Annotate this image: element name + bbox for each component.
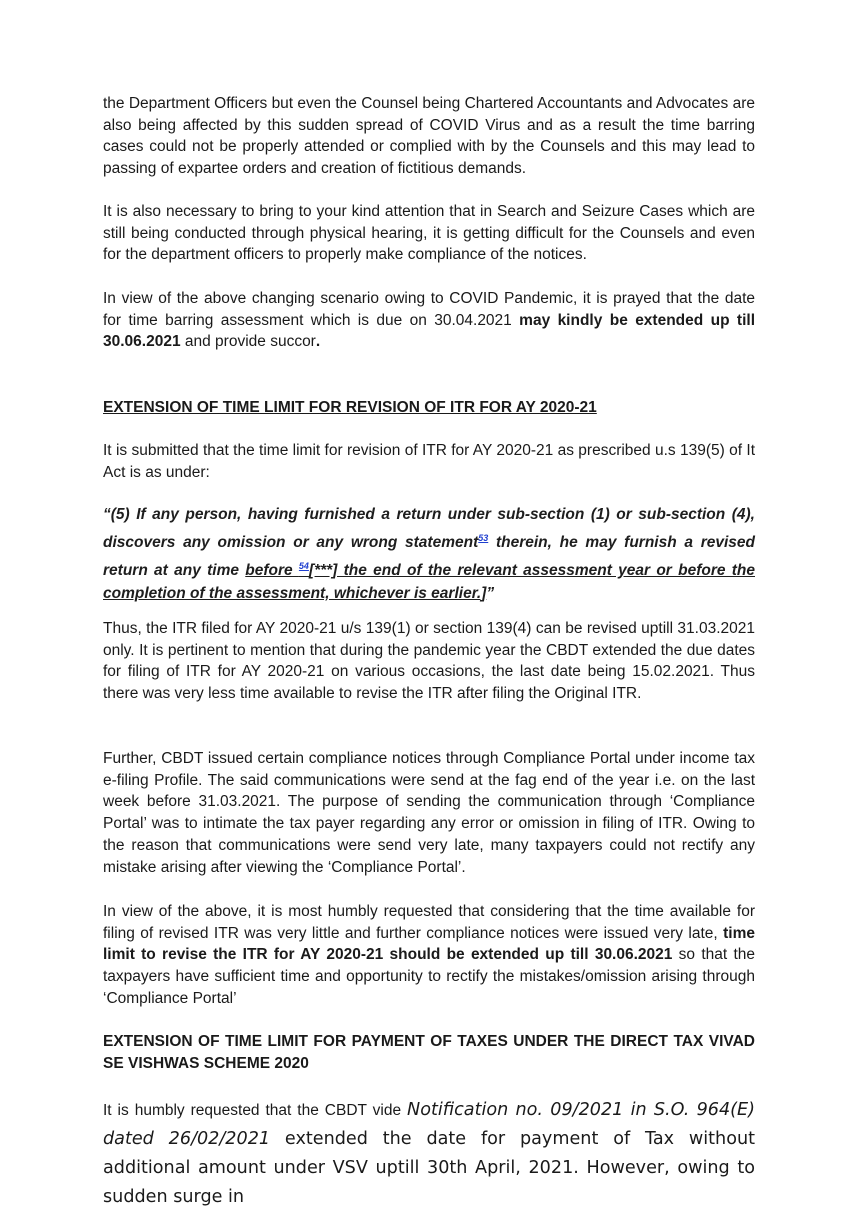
paragraph-compliance-portal: Further, CBDT issued certain compliance notices through Compliance Portal under income tax e-filing Profile. The said communications were send at the fag end of the year i.e. on the last week before 31.03.2021. The purpose of sending the communication through ‘Compliance Portal’ was to intimate the tax payer regarding any error or omission in filing of ITR. Owing to the reason that communications were send very late, many taxpayers could not rectify any mistake arising after viewing the ‘Compliance Portal’. [103, 750, 755, 876]
paragraph-counsel-affected: the Department Officers but even the Counsel being Chartered Accountants and Advocates are also being affected by this sudden spread of COVID Virus and as a result the time barring cases could not be properly attended or complied with by the Counsels and this may lead to passing of expartee orders and creation of fictitious demands. [103, 95, 755, 178]
text-run: In view of the above changing scenario owing to COVID Pandemic, it is prayed that the date for time barring assessment which is due on 30.04.2021 [103, 290, 755, 329]
paragraph-time-limit-revision: It is submitted that the time limit for revision of ITR for AY 2020-21 as prescribed u.s 139(5) of It Act is as under: [103, 442, 755, 481]
paragraph-itr-filed: Thus, the ITR filed for AY 2020-21 u/s 139(1) or section 139(4) can be revised uptill 31.03.2021 only. It is pertinent to mention that during the pandemic year the CBDT extended the due dates for filing of ITR for AY 2020-21 on various occasions, the last date being 15.02.2021. Thus there was very less time available to revise the ITR after filing the Original ITR. [103, 620, 755, 703]
text-run: It is humbly requested that the CBDT vide [103, 1102, 408, 1119]
italic-text-run: Notification no. 09/2021 in S.O. 964(E) dated 26/02/2021 [103, 1100, 755, 1149]
quote-text: [***] the end of the relevant assessment year or before the completion of the assessment, whichever is earlier.] [103, 561, 755, 602]
heading-vivad-se-vishwas: EXTENSION OF TIME LIMIT FOR PAYMENT OF TAXES UNDER THE DIRECT TAX VIVAD SE VISHWAS SCHEME 2020 [103, 1033, 755, 1072]
bold-text-run: may kindly be extended up till 30.06.2021 [103, 311, 755, 351]
quote-text: therein, he may furnish a revised return at any time [103, 533, 755, 579]
paragraph-request-revision [103, 901, 755, 1010]
text-run: In view of the above, it is most humbly requested that considering that the time available for filing of revised ITR was very little and further compliance notices were issued very late, [103, 903, 755, 942]
paragraph-search-seizure: It is also necessary to bring to your kind attention that in Search and Seizure Cases which are still being conducted through physical hearing, it is getting difficult for the Counsels and even for the department officers to properly make compliance of the notices. [103, 203, 755, 264]
quote-close: ” [486, 584, 495, 602]
footnote-ref-54[interactable]: 54 [298, 560, 309, 571]
paragraph-vsv-notification [103, 1096, 755, 1212]
bold-text-run: time limit to revise the ITR for AY 2020-21 should be extended up till 30.06.2021 [103, 924, 755, 964]
quoted-section-139-5 [103, 504, 755, 606]
heading-revision-itr: EXTENSION OF TIME LIMIT FOR REVISION OF ITR FOR AY 2020-21 [103, 399, 597, 416]
footnote-ref-53[interactable]: 53 [478, 532, 489, 543]
text-run: so that the taxpayers have sufficient time and opportunity to rectify the mistakes/omission arising through ‘Compliance Portal’ [103, 946, 755, 1007]
quote-text: “(5) If any person, having furnished a return under sub-section (1) or sub-section (4), discovers any omission or any wrong statement [103, 506, 755, 551]
text-run: and provide succor [180, 333, 316, 351]
text-run: extended the date for payment of Tax without additional amount under VSV uptill 30th April, 2021. However, owing to sudden surge in [103, 1129, 756, 1207]
quote-text: before [245, 561, 299, 579]
paragraph-prayer-extension [103, 288, 755, 353]
bold-period: . [315, 333, 321, 351]
